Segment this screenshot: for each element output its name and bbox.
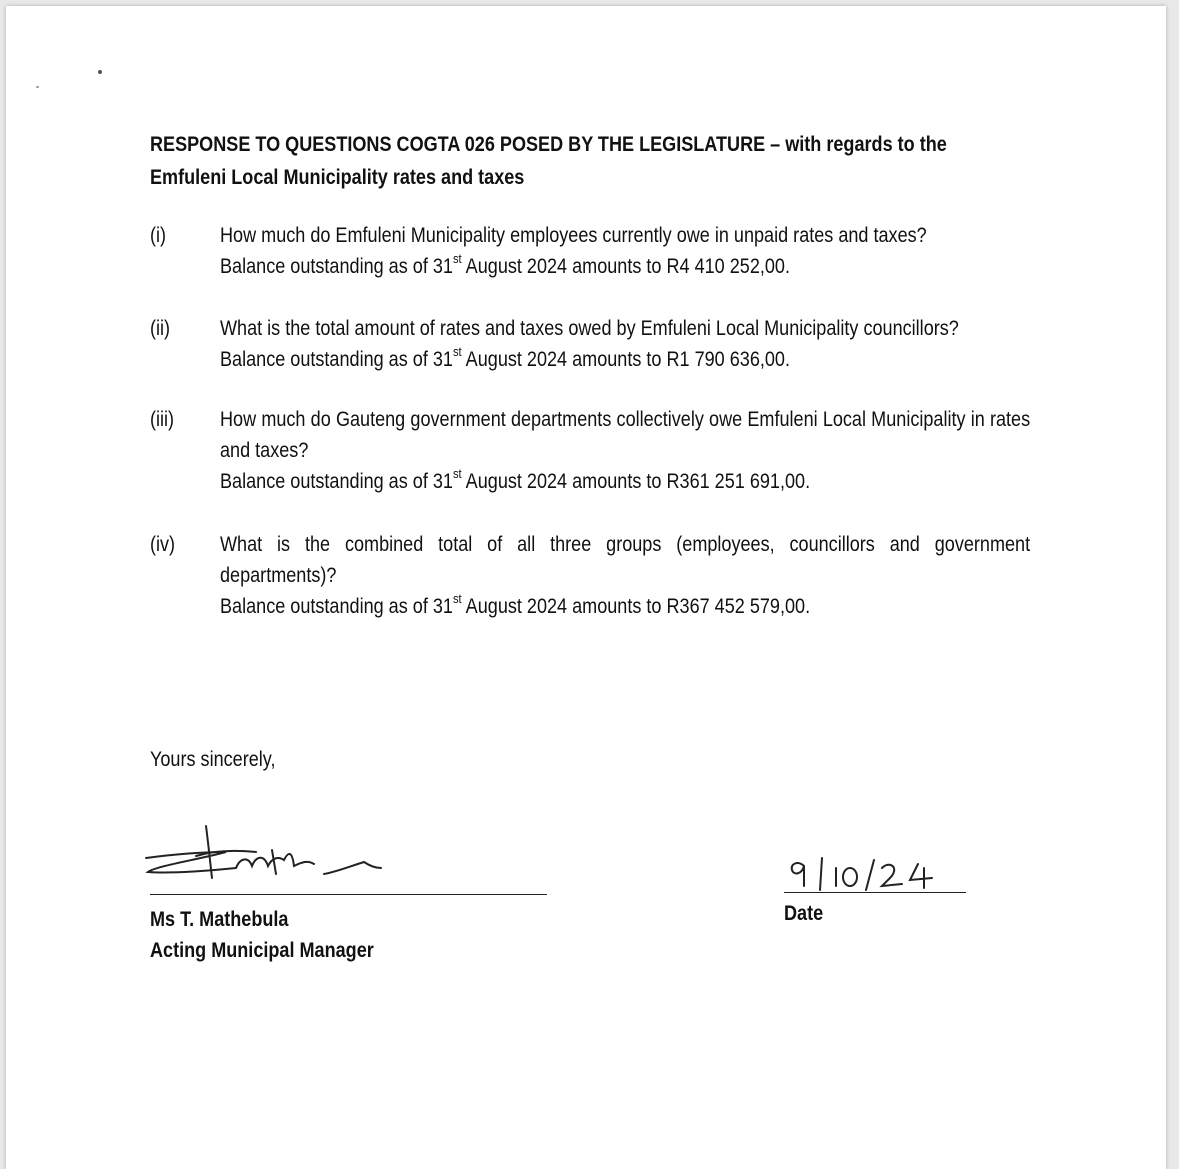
closing-salutation: Yours sincerely, [150, 748, 276, 771]
answer-text: Balance outstanding as of 31st August 2024 amounts to R361 251 691,00. [220, 466, 811, 493]
question-text: What is the total amount of rates and taxes owed by Emfuleni Local Municipality councillors? [220, 317, 959, 340]
question-text: How much do Emfuleni Municipality employees currently owe in unpaid rates and taxes? [220, 224, 927, 247]
handwritten-date [786, 846, 956, 896]
question-number: (i) [150, 224, 167, 247]
date-label: Date [784, 902, 824, 925]
document-page [6, 6, 1166, 1169]
signer-title: Acting Municipal Manager [150, 939, 374, 962]
signer-block [150, 904, 374, 966]
heading-line-2: Emfuleni Local Municipality rates and taxes [150, 166, 525, 189]
question-number: (iv) [150, 533, 176, 556]
scan-speck [36, 86, 39, 88]
question-number: (iii) [150, 408, 175, 431]
question-body [220, 404, 1030, 497]
heading-line-1: RESPONSE TO QUESTIONS COGTA 026 POSED BY THE LEGISLATURE – with regards to the [150, 133, 947, 156]
question-body [220, 220, 1033, 282]
answer-text: Balance outstanding as of 31st August 2024 amounts to R367 452 579,00. [220, 591, 811, 618]
answer-text: Balance outstanding as of 31st August 2024 amounts to R4 410 252,00. [220, 251, 791, 278]
date-line [784, 892, 966, 893]
question-text: What is the combined total of all three groups (employees, councillors and government departments)? [220, 533, 1031, 587]
question-text: How much do Gauteng government departments collectively owe Emfuleni Local Municipality in rates and taxes? [220, 408, 1031, 462]
signer-name: Ms T. Mathebula [150, 908, 289, 931]
document-heading [150, 128, 1036, 194]
question-body [220, 313, 1033, 375]
scan-speck [98, 70, 102, 74]
signature-line [150, 894, 547, 895]
question-body [220, 529, 1030, 622]
signature-image [136, 816, 386, 896]
question-number: (ii) [150, 317, 171, 340]
answer-text: Balance outstanding as of 31st August 2024 amounts to R1 790 636,00. [220, 344, 791, 371]
